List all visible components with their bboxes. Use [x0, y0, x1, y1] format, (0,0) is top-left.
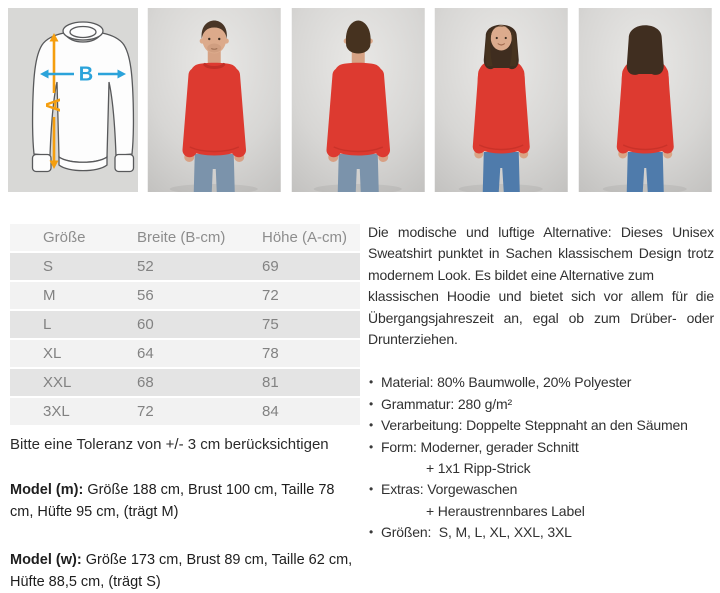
feature-subtext: + 1x1 Ripp-Strick	[426, 460, 531, 477]
bullet-icon: •	[369, 482, 374, 497]
product-description	[368, 222, 714, 593]
size-table-header-breite: Breite (B-cm)	[137, 229, 226, 246]
size-table-cell: 64	[137, 345, 154, 362]
size-table-cell: 75	[262, 316, 279, 333]
feature-text: Größen: S, M, L, XL, XXL, 3XL	[381, 524, 572, 541]
height-label: A	[43, 97, 65, 113]
size-table-header-row	[10, 224, 360, 251]
model-m-text: Größe 188 cm, Brust 100 cm, Taille 78 cm, Hüfte 95 cm, (trägt M)	[10, 482, 335, 520]
size-info-column	[10, 222, 360, 593]
woman-back-illustration	[578, 8, 713, 192]
description-line: modernem Look. Es bildet eine Alternative zum	[368, 266, 654, 283]
feature-item	[368, 415, 714, 436]
size-table-cell: 3XL	[43, 403, 70, 420]
description-line: Die modische und luftige Alternative: Dieses Unisex	[368, 224, 714, 240]
man-back-illustration	[291, 8, 426, 192]
bullet-icon: •	[369, 396, 374, 411]
tolerance-note: Bitte eine Toleranz von +/- 3 cm berücksichtigen	[10, 436, 329, 453]
size-table-header-groesse: Größe	[43, 229, 86, 246]
woman-front-illustration	[434, 8, 569, 192]
product-details	[0, 222, 720, 593]
woman-head-back	[626, 25, 663, 75]
bullet-icon: •	[369, 375, 374, 390]
size-diagram-illustration	[8, 8, 138, 192]
size-table-cell: 69	[262, 258, 279, 275]
sweatshirt-outline	[33, 22, 134, 172]
feature-text: Verarbeitung: Doppelte Steppnaht an den Säumen	[381, 417, 688, 434]
bullet-icon: •	[369, 418, 374, 433]
feature-text: Material: 80% Baumwolle, 20% Polyester	[381, 374, 632, 391]
model-w-text: Größe 173 cm, Brust 89 cm, Taille 62 cm, Hüfte 88,5 cm, (trägt S)	[10, 552, 353, 590]
size-table-cell: S	[43, 258, 54, 275]
size-table-row	[10, 311, 360, 338]
feature-text: Extras: Vorgewaschen	[381, 481, 518, 498]
model-photo-woman-front	[434, 8, 569, 192]
feature-item	[368, 437, 714, 480]
size-table-cell: 72	[262, 287, 279, 304]
size-table	[10, 222, 360, 427]
feature-subtext: + Heraustrennbares Label	[426, 502, 585, 519]
size-table-cell: XL	[43, 345, 62, 362]
size-table-row	[10, 398, 360, 425]
size-table-row	[10, 282, 360, 309]
size-table-cell: 56	[137, 287, 154, 304]
size-table-cell: 52	[137, 258, 154, 275]
bullet-icon: •	[369, 439, 374, 454]
description-paragraph	[368, 222, 714, 350]
size-table-header-hoehe: Höhe (A-cm)	[262, 229, 348, 246]
bullet-icon: •	[369, 525, 374, 540]
description-line: Übergangsjahreszeit an, egal ob zum Drüber- oder	[368, 309, 714, 326]
size-table-cell: XXL	[43, 374, 72, 391]
model-m-label: Model (m):	[10, 482, 84, 498]
woman-head	[484, 25, 519, 69]
feature-text: Form: Moderner, gerader Schnitt	[381, 438, 579, 455]
model-w-label: Model (w):	[10, 552, 82, 568]
model-m-note	[10, 480, 360, 523]
model-w-note	[10, 550, 360, 593]
feature-item	[368, 372, 714, 393]
model-photo-woman-back	[578, 8, 713, 192]
size-table-cell: 81	[262, 374, 279, 391]
feature-item	[368, 394, 714, 415]
feature-list	[368, 372, 714, 543]
size-table-cell: 60	[137, 316, 154, 333]
size-table-row	[10, 253, 360, 280]
product-gallery	[0, 0, 720, 192]
feature-item	[368, 479, 714, 522]
size-table-cell: 72	[137, 403, 154, 420]
description-line: Drunterziehen.	[368, 331, 458, 348]
description-line: klassischen Hoodie und bietet sich vor allem für die	[368, 288, 714, 305]
size-table-cell: 68	[137, 374, 154, 391]
size-table-cell: 78	[262, 345, 279, 362]
size-table-cell: L	[43, 316, 52, 333]
red-sweatshirt	[621, 61, 668, 154]
width-label: B	[78, 63, 94, 86]
description-line: Sweatshirt punktet in Sachen klassischem Design trotz	[368, 245, 714, 262]
size-table-row	[10, 340, 360, 367]
model-photo-man-back	[291, 8, 426, 192]
size-table-cell: M	[43, 287, 56, 304]
model-photo-man-front	[147, 8, 282, 192]
feature-item	[368, 522, 714, 543]
size-table-cell: 84	[262, 403, 279, 420]
size-diagram	[8, 8, 138, 192]
size-table-row	[10, 369, 360, 396]
feature-text: Grammatur: 280 g/m²	[381, 395, 512, 412]
man-front-illustration	[147, 8, 282, 192]
